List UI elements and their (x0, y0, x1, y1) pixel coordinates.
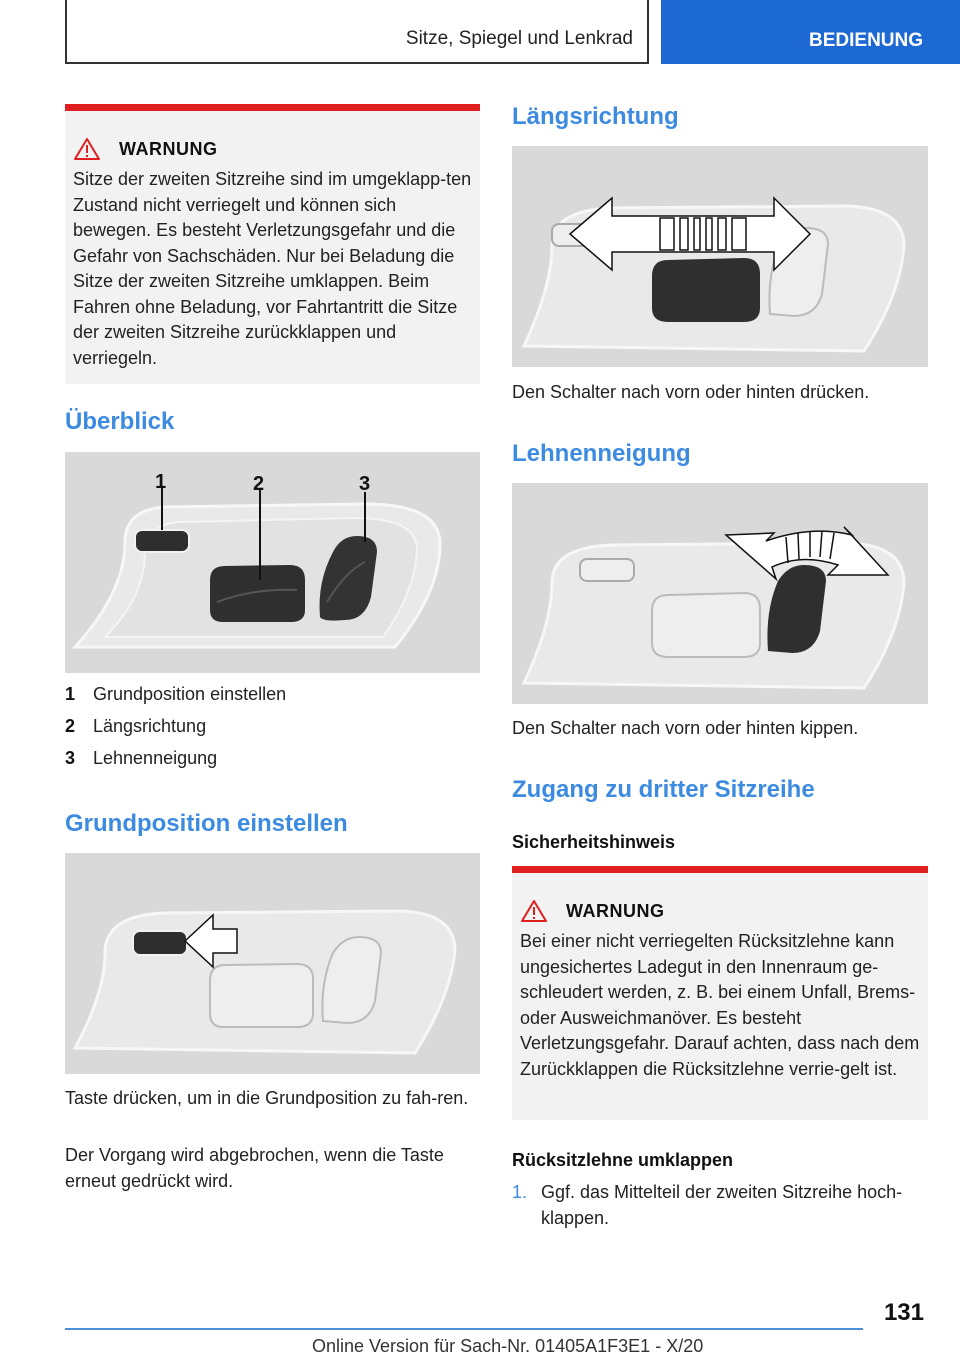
grundposition-text-1: Taste drücken, um in die Grundposition zu fah-ren. (65, 1088, 469, 1108)
lehnenneigung-heading: Lehnenneigung (512, 440, 691, 467)
grundposition-heading: Grundposition einstellen (65, 810, 348, 837)
callout-1: 1 (155, 471, 167, 493)
chapter-tab[interactable]: BEDIENUNG (661, 0, 960, 64)
grundposition-figure (65, 853, 480, 1074)
overview-figure (65, 452, 480, 673)
laengsrichtung-text: Den Schalter nach vorn oder hinten drücken. (512, 382, 870, 402)
lehnenneigung-figure (512, 483, 928, 704)
online-version-text: Online Version für Sach-Nr. 01405A1F3E1 - X/20 (312, 1336, 704, 1356)
callout-3: 3 (359, 473, 371, 495)
warning-text: Sitze der zweiten Sitzreihe sind im umgeklapp-ten Zustand nicht verriegelt und können sich bewegen. Es besteht Verletzungsgefahr und die Gefahr von Sachschäden. Nur bei Beladung die Sitze der zweiten Sitzreihe umklappen. Beim Fahren ohne Beladung, vor Fahrtantritt die Sitze der zweiten Sitzreihe zurückklappen und verriegeln. (73, 169, 472, 368)
step-item (512, 1180, 928, 1231)
footer-divider (65, 1328, 863, 1330)
grundposition-text-2: Der Vorgang wird abgebrochen, wenn die Taste erneut gedrückt wird. (65, 1145, 444, 1191)
legend-label: Längsrichtung (93, 716, 207, 736)
warning-triangle-icon (520, 899, 548, 923)
overview-heading: Überblick (65, 408, 175, 435)
warning-title: WARNUNG (566, 900, 665, 921)
laengsrichtung-heading: Längsrichtung (512, 103, 679, 130)
zugang-heading: Zugang zu dritter Sitzreihe (512, 776, 815, 803)
legend-label: Grundposition einstellen (93, 684, 287, 704)
warning-triangle-icon (73, 137, 101, 161)
step-list (512, 1180, 928, 1231)
lehnenneigung-text: Den Schalter nach vorn oder hinten kippen. (512, 718, 859, 738)
header-frame (65, 0, 649, 64)
warning-text: Bei einer nicht verriegelten Rücksitzlehne kann ungesichertes Ladegut in den Innenraum ge-schleudert werden, z. B. bei einem Unfall, Brems- oder Ausweichmanöver. Es besteht Verletzungsgefahr. Darauf achten, dass nach dem Zurückklappen die Rücksitzlehne verrie-gelt ist. (520, 931, 920, 1079)
legend-label: Lehnenneigung (93, 748, 218, 768)
umklappen-heading: Rücksitzlehne umklappen (512, 1150, 734, 1170)
step-text: Ggf. das Mittelteil der zweiten Sitzreihe hoch-klappen. (541, 1182, 903, 1228)
warning-box (65, 104, 480, 384)
safety-subheading: Sicherheitshinweis (512, 832, 676, 852)
section-title: Sitze, Spiegel und Lenkrad (405, 28, 633, 49)
laengsrichtung-figure (512, 146, 928, 367)
page-number: 131 (883, 1299, 924, 1326)
overview-legend (65, 684, 480, 780)
legend-item (65, 748, 480, 780)
legend-number: 2 (65, 716, 76, 736)
warning-box (512, 866, 928, 1120)
legend-number: 3 (65, 748, 76, 768)
warning-title: WARNUNG (119, 138, 218, 159)
legend-number: 1 (65, 684, 76, 704)
step-number: 1. (512, 1182, 528, 1202)
legend-item (65, 716, 480, 748)
callout-2: 2 (253, 473, 265, 495)
legend-item (65, 684, 480, 716)
